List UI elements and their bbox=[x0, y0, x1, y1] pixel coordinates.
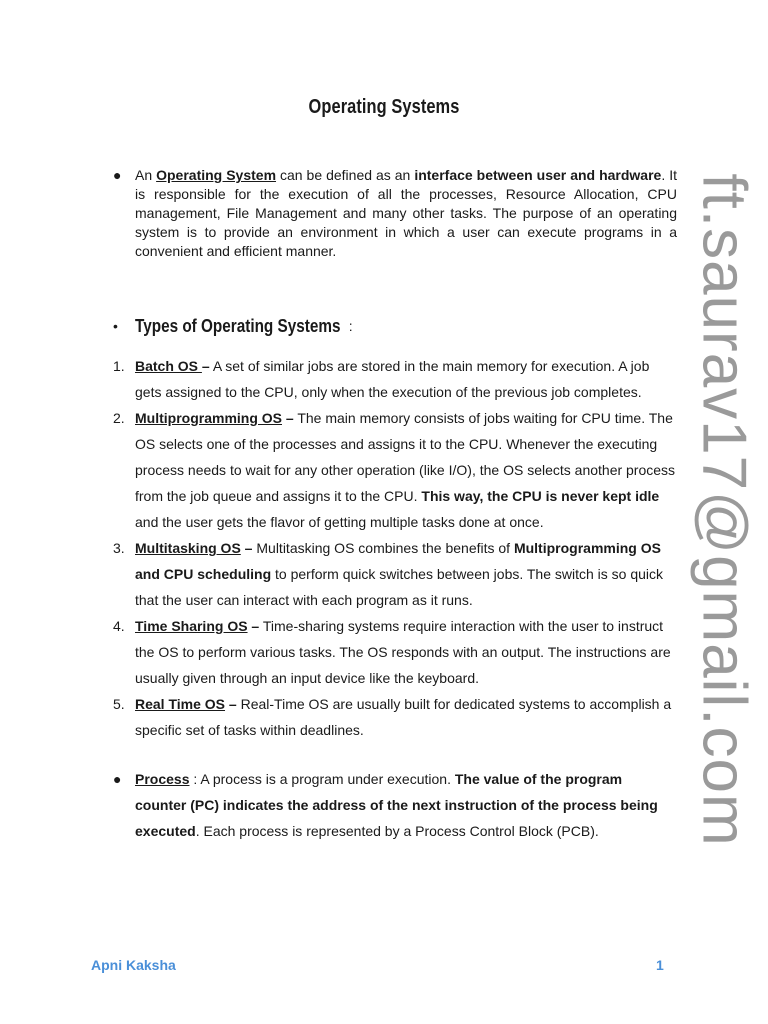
list-dash: – bbox=[240, 540, 253, 556]
process-text-part: . Each process is represented by a Process Control Block (PCB). bbox=[195, 823, 599, 839]
list-item bbox=[113, 405, 677, 535]
intro-text-part: can be defined as an bbox=[276, 167, 415, 183]
list-desc: A set of similar jobs are stored in the main memory for execution. A job gets assigned to the CPU, only when the execution of the previous job completes. bbox=[135, 358, 650, 400]
bullet-icon: ● bbox=[113, 771, 122, 787]
os-types-list bbox=[113, 353, 677, 743]
list-number: 5. bbox=[113, 696, 125, 712]
list-term: Real Time OS bbox=[135, 696, 226, 712]
bullet-icon: ● bbox=[113, 167, 122, 183]
footer-brand: Apni Kaksha bbox=[91, 957, 176, 973]
intro-text-part: An bbox=[135, 167, 157, 183]
list-term: Multitasking OS bbox=[135, 540, 241, 556]
intro-text bbox=[135, 166, 677, 261]
list-bold: This way, the CPU is never kept idle bbox=[421, 488, 660, 504]
list-term: Multiprogramming OS bbox=[135, 410, 282, 426]
list-item-text bbox=[135, 353, 677, 405]
list-dash: – bbox=[201, 358, 210, 374]
list-term: Batch OS bbox=[135, 358, 202, 374]
list-item-text bbox=[135, 405, 677, 535]
intro-paragraph bbox=[113, 166, 677, 261]
list-desc: Time-sharing systems require interaction with the user to instruct the OS to perform various tasks. The OS responds with an output. The instructions are usually given through an input device like the keyboard. bbox=[135, 618, 671, 686]
list-desc: The main memory consists of jobs waiting for CPU time. The OS selects one of the processes and assigns it to the CPU. Whenever the executing process needs to wait for any other operation (like I/O), the OS selects another process from the job queue and assigns it to the CPU. bbox=[135, 410, 676, 504]
types-heading-text: Types of Operating Systems bbox=[135, 315, 341, 336]
page-number: 1 bbox=[656, 957, 664, 973]
process-text-part: : A process is a program under execution. bbox=[189, 771, 455, 787]
operating-system-term: Operating System bbox=[156, 167, 277, 183]
list-item-text bbox=[135, 691, 677, 743]
list-desc: to perform quick switches between jobs. The switch is so quick that the user can interact with each program as it runs. bbox=[135, 566, 664, 608]
list-number: 3. bbox=[113, 540, 125, 556]
list-item bbox=[113, 353, 677, 405]
list-item bbox=[113, 535, 677, 613]
list-desc: and the user gets the flavor of getting multiple tasks done at once. bbox=[135, 514, 544, 530]
list-item bbox=[113, 613, 677, 691]
intro-text-part: . It is responsible for the execution of all the processes, Resource Allocation, CPU management, File Management and many other tasks. The purpose of an operating system is to provide an environment in which a user can execute programs in a convenient and efficient manner. bbox=[135, 167, 677, 259]
types-heading-colon: : bbox=[348, 318, 353, 334]
list-item bbox=[113, 691, 677, 743]
page-title: Operating Systems bbox=[308, 96, 460, 118]
list-bold: Multiprogramming OS and CPU scheduling bbox=[135, 540, 661, 582]
list-number: 2. bbox=[113, 410, 125, 426]
list-number: 4. bbox=[113, 618, 125, 634]
list-item-text bbox=[135, 613, 677, 691]
list-number: 1. bbox=[113, 358, 125, 374]
process-term: Process bbox=[135, 771, 190, 787]
list-item-text bbox=[135, 535, 677, 613]
list-term: Time Sharing OS bbox=[135, 618, 248, 634]
list-desc: Real-Time OS are usually built for dedicated systems to accomplish a specific set of tasks within deadlines. bbox=[135, 696, 672, 738]
bullet-icon: • bbox=[113, 318, 118, 334]
types-heading bbox=[113, 314, 677, 338]
process-text bbox=[135, 766, 677, 844]
process-bold-phrase: The value of the program counter (PC) indicates the address of the next instruction of the process being executed bbox=[135, 771, 658, 839]
email-watermark: ft.saurav17@gmail.com bbox=[689, 173, 759, 847]
list-dash: – bbox=[247, 618, 260, 634]
list-dash: – bbox=[225, 696, 237, 712]
intro-bold-phrase: interface between user and hardware bbox=[414, 167, 662, 183]
list-desc: Multitasking OS combines the benefits of bbox=[252, 540, 514, 556]
list-dash: – bbox=[282, 410, 294, 426]
process-paragraph bbox=[113, 766, 677, 844]
